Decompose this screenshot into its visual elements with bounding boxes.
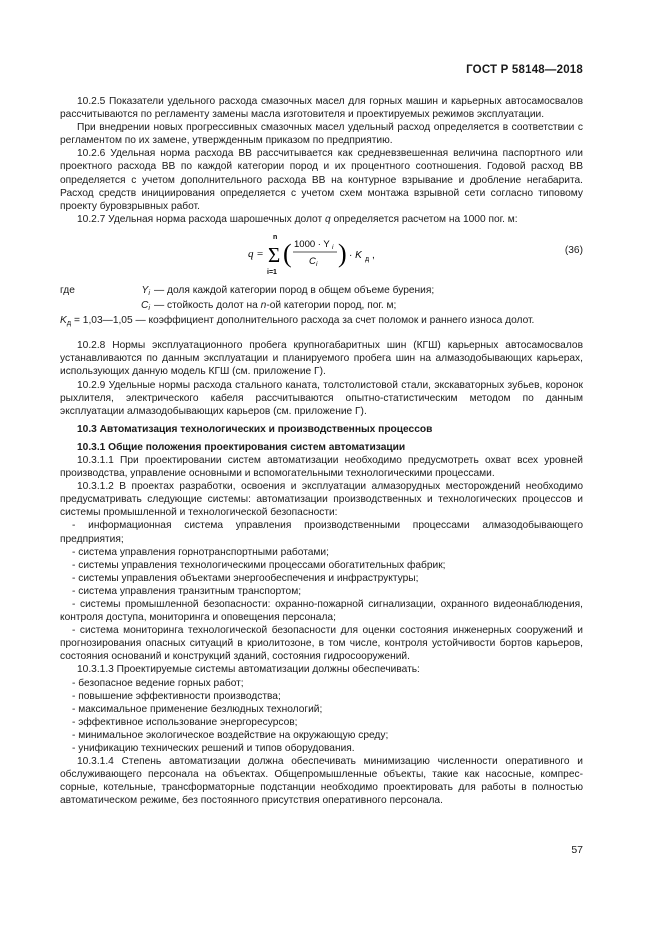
- left-paren-icon: (: [283, 238, 292, 268]
- page-content: [60, 95, 583, 808]
- paragraph-10-2-9: 10.2.9 Удельные нормы расхода стального каната, толстолистовой стали, экскаваторных зубьев, коронок рыхлителя, электрического кабеля рассчитываются опытно-статистическим методом по данным эксплуатации алмазодобывающих карьеров (см. приложение Г).: [60, 379, 583, 417]
- list-item: - системы управления объектами энергообеспечения и инфраструктуры;: [72, 572, 419, 584]
- symbol-k-sub: д: [66, 318, 72, 328]
- def-c-post: -ой категории пород, пог. м;: [266, 300, 397, 312]
- paragraph-10-2-5: 10.2.5 Показатели удельного расхода смазочных масел для горных машин и карьерных автосамосвалов рассчитываются по регламенту замены масла изготовителя и проектируемых режимов эксплуатации.: [60, 96, 583, 121]
- definition-symbol: [120, 284, 154, 299]
- list-item: - повышение эффективности производства;: [72, 690, 281, 702]
- formula-sum-top: n: [273, 233, 278, 241]
- paragraph-10-2-8: 10.2.8 Нормы эксплуатационного пробега крупногабаритных шин (КГШ) карьерных автосамосвалов устанавливаются по данным эксплуатации и планируемого пробега шин на алмазодобывающих карьерах, использующих данную модель КГШ (см. приложение Г).: [60, 340, 583, 378]
- formula-den-sub: i: [316, 260, 318, 268]
- list-item: - минимальное экологическое воздействие на окружающую среду;: [72, 729, 389, 741]
- list-item: - системы управления технологическими процессами обогатительных фабрик;: [72, 559, 446, 571]
- definition-symbol: [120, 299, 154, 314]
- def-kd-text: = 1,03—1,05 — коэффициент дополнительного расхода за счет поломок и раннего износа долот.: [71, 315, 535, 327]
- subsection-heading-10-3-1: 10.3.1 Общие положения проектирования систем автоматизации: [77, 441, 406, 453]
- definition-label: [60, 299, 120, 314]
- definition-row: [60, 284, 583, 299]
- paragraph-10-3-1-3: 10.3.1.3 Проектируемые системы автоматизации должны обеспечивать:: [77, 664, 420, 676]
- spacer: [60, 329, 583, 339]
- formula-denominator: C: [309, 255, 316, 267]
- definition-label: где: [60, 284, 75, 296]
- definition-text: [154, 299, 396, 314]
- definitions: [60, 284, 583, 329]
- paragraph-10-3-1-1: 10.3.1.1 При проектировании систем автоматизации необходимо предусмотреть охват всех уровней производства, управление основными и вспомогательными технологическими процессами.: [60, 454, 583, 480]
- p1027-pre: 10.2.7 Удельная норма расхода шарошечных долот: [77, 213, 325, 225]
- definition-row: [60, 299, 583, 314]
- def-c-pre: — стойкость долот на: [154, 300, 261, 312]
- formula-factor-sub: д: [365, 255, 370, 263]
- symbol-c: C: [140, 300, 149, 312]
- formula-comma: ,: [372, 249, 375, 261]
- list-item: - система мониторинга технологической безопасности для оценки состояния инженерных сооружений и прогнозирования опасных ситуаций в криолитозоне, в том числе, контроля устойчивости бортов карьеров, состояния оснований и конструкций зданий, состояния гидросооружений.: [60, 625, 583, 663]
- formula-numerator: 1000 · Y: [294, 238, 330, 250]
- p1027-var: q: [324, 213, 331, 225]
- list-item: - система управления транзитным транспортом;: [72, 585, 302, 597]
- paragraph-10-2-7: [60, 213, 583, 226]
- paragraph-10-3-1-2: 10.3.1.2 В проектах разработки, освоения и эксплуатации алмазорудных месторождений необходимо предусматривать следующие системы: автоматизации производственных и технологических процессов и системы промышленной и технологической безопасности:: [60, 481, 583, 519]
- list-item: - унификацию технических решений и типов оборудования.: [72, 743, 355, 755]
- right-paren-icon: ): [338, 238, 347, 268]
- list-item: - система управления горнотранспортными работами;: [72, 546, 329, 558]
- equation-number: (36): [564, 244, 583, 256]
- symbol-c-sub: i: [148, 303, 150, 313]
- definition-text: — доля каждой категории пород в общем объеме бурения;: [154, 284, 435, 296]
- symbol-y-sub: i: [148, 287, 150, 297]
- sigma-icon: Σ: [268, 242, 281, 267]
- section-heading-10-3: 10.3 Автоматизация технологических и производственных процессов: [77, 423, 433, 435]
- list-item: - максимальное применение безлюдных технологий;: [72, 703, 323, 715]
- paragraph-10-2-6: 10.2.6 Удельная норма расхода ВВ рассчитывается как средневзвешенная величина паспортного или проектного расхода ВВ по каждой категории пород и их процентного соотношения. Годовой расход ВВ определяется с учетом дополнительного расхода ВВ на контурное взрывание и дробление негабарита. Расход средств инициирования определяется с учетом схем монтажа взрывной сети согласно типовому проекту буровзрывных работ.: [60, 148, 583, 212]
- list-item: - информационная система управления производственными процессами алмазодобывающего предприятия;: [60, 520, 583, 545]
- symbol-k: K: [60, 315, 67, 327]
- def-c-var: n: [260, 300, 267, 312]
- symbol-y: Y: [141, 284, 149, 296]
- formula-graphic: [248, 230, 428, 278]
- formula-36: [60, 230, 583, 278]
- list-item: - системы промышленной безопасности: охранно-пожарной сигнализации, охранного видеонаблюдения, контроля доступа, мониторинга и оповещения персонала;: [60, 599, 583, 624]
- page-number: 57: [571, 844, 583, 856]
- formula-sum-bottom: i=1: [267, 268, 277, 276]
- formula-lhs: q =: [248, 247, 264, 260]
- paragraph-oils-new: При внедрении новых прогрессивных смазочных масел удельный расход определяется в соответствии с регламентом по их замене, утвержденным приказом по предприятию.: [60, 122, 583, 147]
- formula-num-sub: i: [332, 243, 334, 251]
- list-item: - эффективное использование энергоресурсов;: [72, 716, 298, 728]
- definition-kd: [60, 314, 583, 329]
- standard-header: ГОСТ Р 58148—2018: [466, 64, 583, 76]
- paragraph-10-3-1-4: 10.3.1.4 Степень автоматизации должна обеспечивать минимизацию численности оперативного и обслуживающего персонала на объектах. Общепромышленные объекты, такие как насосные, компрессорные, котельные, трансформаторные подстанции необходимо проектировать для работы в полностью автоматическом режиме, без постоянного присутствия оперативного персонала.: [60, 756, 583, 807]
- list-item: - безопасное ведение горных работ;: [72, 677, 244, 689]
- p1027-post: определяется расчетом на 1000 пог. м:: [330, 213, 518, 225]
- formula-factor: · K: [349, 249, 362, 261]
